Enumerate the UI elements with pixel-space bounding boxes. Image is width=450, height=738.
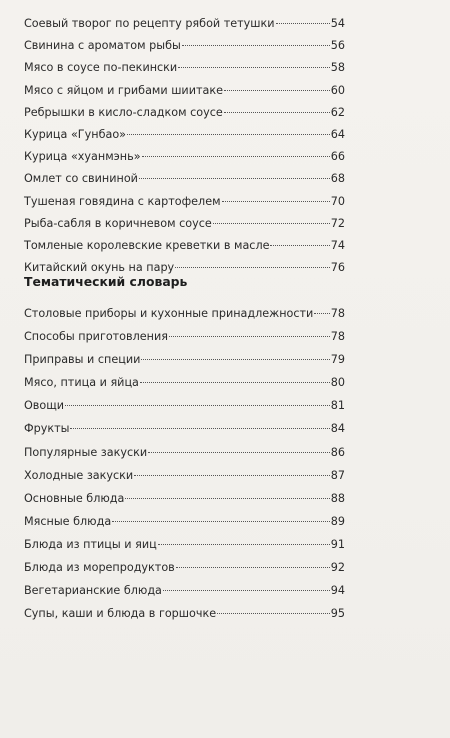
toc-entry-title: Рыба-сабля в коричневом соусе [24,216,212,230]
toc-entry-page-number: 79 [330,353,345,367]
toc-entry [24,57,345,79]
toc-entry-page-number: 78 [330,330,345,344]
toc-entry-title: Свинина с ароматом рыбы [24,39,181,53]
toc-entry-page-number: 81 [330,399,345,413]
toc-entry-page-number: 72 [330,216,345,230]
toc-entry-title: Соевый творог по рецепту рябой тетушки [24,17,275,30]
dot-leader [217,613,330,614]
dot-leader [182,45,330,46]
dot-leader [213,223,330,224]
dot-leader [222,201,330,202]
dot-leader [270,245,329,246]
toc-entry [24,464,345,487]
dot-leader [178,67,330,68]
toc-entry [24,417,345,440]
dot-leader [70,428,329,429]
toc-entry-page-number: 84 [330,422,345,436]
toc-entry-page-number: 64 [330,127,345,141]
toc-entry-page-number: 66 [330,150,345,164]
toc-entry-page-number: 56 [330,39,345,53]
toc-entry-title: Томленые королевские креветки в масле [24,238,270,252]
toc-entry [24,510,345,533]
toc-entry-title: Популярные закуски [24,445,148,459]
toc-entry-page-number: 70 [330,194,345,208]
dot-leader [176,567,330,568]
toc-entry [24,235,345,257]
toc-entry [24,124,345,146]
dot-leader [112,521,330,522]
dot-leader [134,475,330,476]
toc-entry-title: Способы приготовления [24,330,168,344]
toc-entry-title: Мясо с яйцом и грибами шиитаке [24,83,223,97]
toc-entry-title: Блюда из птицы и яиц [24,537,157,551]
toc-entry-title: Фрукты [24,422,70,436]
toc-entry-page-number: 92 [330,561,345,575]
dot-leader [158,544,330,545]
toc-entry-title: Супы, каши и блюда в горшочке [24,607,217,621]
toc-entry-title: Столовые приборы и кухонные принадлежности [24,307,314,320]
toc-entry-title: Вегетарианские блюда [24,584,162,598]
dot-leader [163,590,330,591]
toc-entry [24,348,345,371]
toc-entry-page-number: 62 [330,105,345,119]
toc-entry-page-number: 86 [330,445,345,459]
section-heading: Тематический словарь [24,274,188,289]
toc-entry-page-number: 74 [330,238,345,252]
dot-leader [224,90,330,91]
dot-leader [141,359,329,360]
dot-leader [140,382,330,383]
toc-entry-page-number: 87 [330,468,345,482]
toc-entry-title: Китайский окунь на пару [24,261,175,275]
toc-entry-title: Овощи [24,399,65,413]
toc-entry [24,533,345,556]
toc-entry-page-number: 54 [330,17,345,30]
toc-entry-title: Приправы и специи [24,353,141,367]
toc-entry-page-number: 95 [330,607,345,621]
toc-entry-page-number: 89 [330,514,345,528]
toc-entry [24,80,345,102]
dot-leader [276,23,330,24]
toc-entry [24,441,345,464]
toc-entry [24,35,345,57]
dot-leader [148,452,330,453]
toc-entry-page-number: 78 [330,307,345,320]
toc-entry [24,325,345,348]
toc-entry-page-number: 80 [330,376,345,390]
dot-leader [175,267,330,268]
contents-list-glossary [24,302,345,625]
toc-entry-title: Мясо в соусе по-пекински [24,61,178,75]
toc-entry [24,146,345,168]
toc-entry [24,213,345,235]
toc-entry-title: Курица «Гунбао» [24,127,127,141]
toc-entry [24,102,345,124]
toc-entry-title: Блюда из морепродуктов [24,561,175,575]
dot-leader [224,112,330,113]
toc-entry-title: Тушеная говядина с картофелем [24,194,221,208]
dot-leader [142,156,330,157]
dot-leader [127,134,330,135]
toc-entry [24,487,345,510]
toc-entry [24,13,345,35]
dot-leader [314,313,329,314]
toc-entry [24,394,345,417]
toc-entry [24,579,345,602]
toc-entry [24,302,345,325]
toc-entry-page-number: 68 [330,172,345,186]
dot-leader [139,178,330,179]
contents-list-recipes [24,13,345,279]
toc-entry-page-number: 60 [330,83,345,97]
toc-entry [24,168,345,190]
toc-entry-page-number: 91 [330,537,345,551]
toc-entry-page-number: 58 [330,61,345,75]
dot-leader [169,336,330,337]
dot-leader [65,405,330,406]
toc-entry-title: Ребрышки в кисло-сладком соусе [24,105,223,119]
toc-entry-title: Мясные блюда [24,514,112,528]
toc-entry [24,602,345,625]
toc-entry-page-number: 94 [330,584,345,598]
toc-entry [24,371,345,394]
toc-entry-page-number: 76 [330,261,345,275]
toc-entry-title: Мясо, птица и яйца [24,376,139,390]
toc-entry-title: Холодные закуски [24,468,134,482]
toc-entry-title: Омлет со свининой [24,172,138,186]
toc-entry-title: Основные блюда [24,491,125,505]
dot-leader [125,498,329,499]
toc-entry [24,191,345,213]
toc-entry-page-number: 88 [330,491,345,505]
toc-entry [24,556,345,579]
toc-entry-title: Курица «хуанмэнь» [24,150,141,164]
